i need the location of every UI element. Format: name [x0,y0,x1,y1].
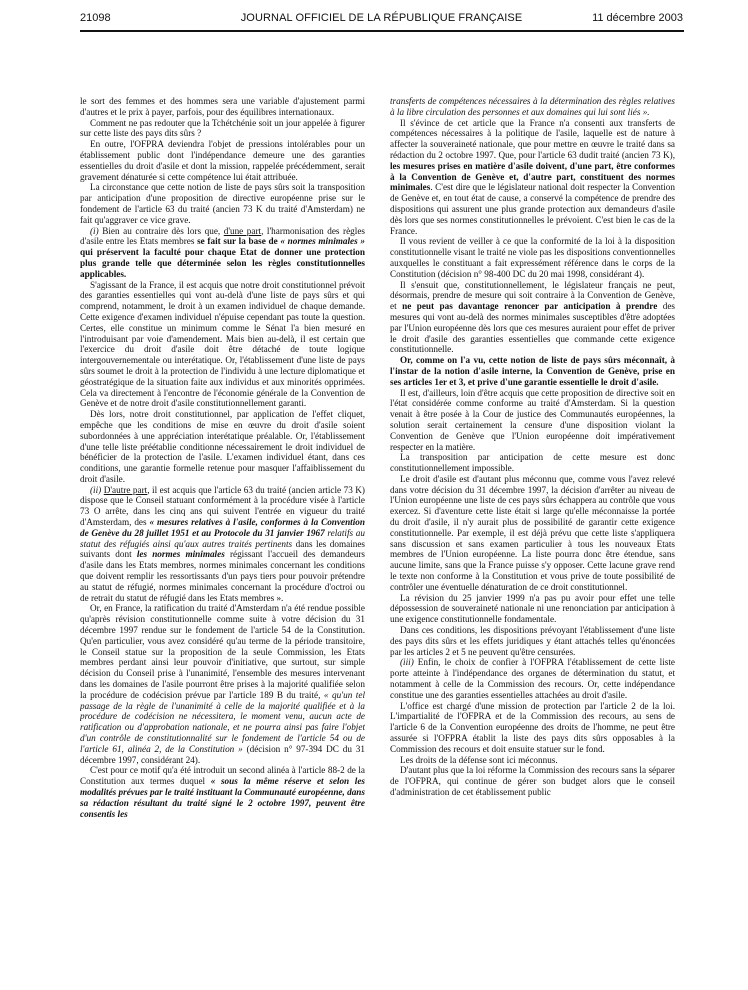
paragraph: Le droit d'asile est d'autant plus méconnu que, comme vous l'avez relevé dans votre décision du 31 décembre 1997, la décision d'arrêter au niveau de l'Union européenne une liste de ces pays sûrs échappera au contrôle que vous exercez. Si d'aventure cette liste était si large qu'elle méconnaisse la portée du droit d'asile, il n'y aurait plus de possibilité de garantir cette exigence constitutionnelle. Par exemple, il est déjà prévu que cette liste s'appliquera sans discussion et sans examen particulier à tous les nouveaux Etats membres de l'Union européenne. La liste pourra donc être étendue, sans aucune limite, sans que la France puisse s'y opposer. Cette lacune grave rend le texte non conforme à la Constitution et vous prive de toute possibilité de contrôler une éventuelle dénaturation de ce droit constitutionnel. [390,473,675,592]
paragraph [80,226,365,280]
bold-italic-text: les normes minimales [136,549,225,560]
paragraph [390,280,675,356]
text-run: des mesures qui vont au-delà des normes minimales susceptibles d'être adoptées par l'Union européenne dès lors que ces mesures auraient pour effet de priver le droit d'asile des garanties essentielles que commande cette exigence constitutionnelle. [390,301,675,355]
bold-text: ne peut pas davantage renoncer par anticipation à prendre [402,301,658,312]
enumeration-marker: (iii) [400,657,414,668]
text-run: C'est pour ce motif qu'a été introduit un second alinéa à l'article 88-2 de la Constitution aux termes duquel [80,765,365,787]
text-run: Enfin, le choix de confier à l'OFPRA l'établissement de cette liste porte atteinte à l'indépendance des organes de détermination du statut, et notamment à celle de la Commission des recours. Or, cette indépendance constitue une des garanties essentielles attachées au droit d'asile. [390,657,675,700]
bold-italic-text: « normes minimales » [280,236,365,247]
left-column [80,96,365,976]
paragraph: S'agissant de la France, il est acquis que notre droit constitutionnel prévoit des garanties essentielles qui vont au-delà d'une liste de pays sûrs et qui comprend, notamment, le droit à un examen individuel de chaque demande. Cette exigence d'examen individuel n'épuise cependant pas toute la question. Certes, elle constitue un minimum comme le Sénat l'a bien mesuré en l'introduisant par voie d'amendement. Mais bien au-delà, il est certain que l'exercice du droit d'asile doit être détaché de toute logique intergouvernementale ou interétatique. Or, l'établissement d'une liste de pays sûrs soumet le droit à la protection de l'individu à une lecture diplomatique et géostratégique de la situation faite aux individus et aux minorités opprimées. Cela va directement à l'encontre de l'économie générale de la Convention de Genève et de notre droit d'asile constitutionnellement garanti. [80,279,365,409]
page-number: 21098 [80,12,111,24]
paragraph: La transposition par anticipation de cette mesure est donc constitutionnellement impossible. [390,452,675,474]
paragraph: Dans ces conditions, les dispositions prévoyant l'établissement d'une liste des pays dits sûrs et les effets juridiques y étant attachés telles qu'énoncées par les articles 2 et 5 ne peuvent qu'être censurées. [390,625,675,657]
enumeration-marker: (i) [90,225,99,236]
text-run: Or, en France, la ratification du traité d'Amsterdam n'a été rendue possible qu'après révision constitutionnelle comme suite à votre décision du 31 décembre 1997 rendue sur le fondement de l'article 54 de la Constitution. Qu'en particulier, vous avez considéré qu'au terme de la période transitoire, le Conseil statue sur la proposition de la seule Commission, les Etats membres perdant ainsi leur pouvoir d'initiative, que surtout, sur simple décision du Conseil prise à l'unanimité, l'ensemble des mesures intervenant dans les domaines de l'asile pourront être prises à la majorité qualifiée selon la procédure de codécision prévue par l'article 189 B du traité, [80,603,365,700]
italic-text: relatifs au statut des réfugiés ainsi qu'aux autres traités pertinents [80,527,365,549]
header-rule [80,30,684,32]
paragraph: le sort des femmes et des hommes sera une variable d'ajustement parmi d'autres et le prix à payer, parfois, pour des équilibres internationaux. [80,96,365,117]
paragraph [80,765,365,819]
right-column [390,96,675,976]
bold-text: les mesures prises en matière d'asile doivent, d'une part, être conformes à la Convention de Genève et, d'autre part, constituent des normes minimales [390,160,675,193]
text-run: , l'harmonisation des règles d'asile entre les Etats membres [80,225,365,247]
paragraph: La circonstance que cette notion de liste de pays sûrs soit la transposition par anticipation d'une proposition de directive européenne prise sur le fondement de l'article 63 du traité (ancien 73 K du traité d'Amsterdam) ne fait qu'aggraver ce vice grave. [80,182,365,225]
paragraph: Il est, d'ailleurs, loin d'être acquis que cette proposition de directive soit en l'état considérée comme conforme au traité d'Amsterdam. Si la question venait à être posée à la Cour de justice des Communautés européennes, la solution serait certainement la censure d'une disposition violant la Convention de Genève que l'Union européenne doit impérativement respecter en la matière. [390,387,675,452]
page-header [80,12,683,36]
bold-italic-text: « sous la même réserve et selon les modalités prévues par le traité instituant la Communauté européenne, dans sa rédaction résultant du traité signé le 2 octobre 1997, peuvent être consentis les [80,776,365,819]
text-run: Il s'ensuit que, constitutionnellement, le législateur français ne peut, désormais, prendre de mesure qui soit contraire à la Convention de Genève, et [390,279,675,312]
text-run: dans les domaines suivants dont [80,538,365,560]
journal-title: JOURNAL OFFICIEL DE LA RÉPUBLIQUE FRANÇAISE [240,12,523,24]
text-run: (décision n° 97-394 DC du 31 décembre 1997, considérant 24). [80,743,365,765]
paragraph: Il vous revient de veiller à ce que la conformité de la loi à la disposition constitutionnelle visant le traité ne viole pas les dispositions conventionnelles auxquelles le constituant a fait expressément référence dans le corps de la Constitution (décision n° 98-400 DC du 20 mai 1998, considérant 4). [390,236,675,279]
paragraph [80,603,365,765]
text-run: Bien au contraire dès lors que, [98,225,224,236]
publication-date: 11 décembre 2003 [592,12,683,24]
paragraph: L'office est chargé d'une mission de protection par l'article 2 de la loi. L'impartialité de l'OFPRA et de la Commission des recours, au sens de l'article 6 de la Convention européenne des droits de l'homme, ne peut être assurée si l'OFPRA établit la liste des pays dits sûrs opposables à la Commission des recours et doit ensuite statuer sur le fond. [390,700,675,754]
paragraph [80,485,365,604]
paragraph: transferts de compétences nécessaires à la détermination des règles relatives à la libre circulation des personnes et aux domaines qui lui sont liés ». [390,96,675,117]
paragraph: Comment ne pas redouter que la Tchétchénie soit un jour appelée à figurer sur cette liste des pays dits sûrs ? [80,117,365,139]
text-run: régissant l'accueil des demandeurs d'asile dans les Etats membres, normes minimales concernant les conditions que doivent remplir les ressortissants d'un pays tiers pour pouvoir prétendre au statut de réfugié, normes minimales concernant la procédure d'octroi ou de retrait du statut de réfugié dans les Etats membres ». [80,549,365,603]
paragraph [390,118,675,237]
text-run: , il est acquis que l'article 63 du traité (ancien article 73 K) dispose que le Conseil statuant conformément à la procédure visée à l'article 73 O arrête, dans les cinq ans qui suivent l'entrée en vigueur du traité d'Amsterdam, des [80,484,365,528]
text-run: Il s'évince de cet article que la France n'a consenti aux transferts de compétences nécessaires à la politique de l'asile, laquelle est de nature à affecter la souveraineté nationale, que pour mettre en œuvre le traité dans sa rédaction du 2 octobre 1997. Que, pour l'article 63 dudit traité (ancien 73 K), [390,117,675,160]
paragraph: Or, comme on l'a vu, cette notion de liste de pays sûrs méconnaît, à l'instar de la notion d'asile interne, la Convention de Genève, prise en ses articles 1er et 3, et prive d'une garantie essentielle le droit d'asile. [390,355,675,387]
italic-text: « qu'un tel passage de la règle de l'unanimité à celle de la majorité qualifiée et à la procédure de codécision ne nécessitera, le moment venu, aucun acte de ratification ou d'approbation nationale, et ne pourra ainsi pas faire l'objet d'un contrôle de constitutionnalité sur le fondement de l'article 54 ou de l'article 61, alinéa 2, de la Constitution » [80,689,365,754]
bold-text: se fait sur la base de [197,236,281,247]
text-run: . C'est dire que le législateur national doit respecter la Convention de Genève et, en tout état de cause, a conservé la compétence de prendre des dispositions qui assurent une plus grande protection aux demandeurs d'asile dès lors que ses normes constitutionnelles le prévoient. C'est bien le cas de la France. [390,182,675,236]
underlined-text: D'autre part [103,484,148,495]
paragraph [390,657,675,700]
enumeration-marker: (ii) [90,484,102,495]
paragraph: La révision du 25 janvier 1999 n'a pas pu avoir pour effet une telle dépossession de souveraineté nationale ni une renonciation par anticipation à une exigence constitutionnelle fondamentale. [390,592,675,625]
paragraph: Dès lors, notre droit constitutionnel, par application de l'effet cliquet, empêche que les conditions de mise en œuvre du droit d'asile soient subordonnées à une appréciation interétatique préalable. Or, l'établissement d'une telle liste préétablie conditionne nécessairement le droit individuel de bénéficier de la protection de l'asile. L'examen individuel étant, dans ces conditions, une garantie formelle retenue pour masquer l'affaiblissement du droit d'asile. [80,409,365,484]
paragraph: Les droits de la défense sont ici méconnus. [400,754,558,765]
paragraph: D'autant plus que la loi réforme la Commission des recours sans la séparer de l'OFPRA, qui continue de gérer son budget alors que le conseil d'administration de cet établissement public [390,765,675,797]
paragraph: En outre, l'OFPRA deviendra l'objet de pressions intolérables pour un établissement public dont l'indépendance demeure une des garanties essentielles du droit d'asile et dont la mission, rappelée précédemment, serait gravement dénaturée si cette compétence lui était attribuée. [80,139,365,182]
bold-italic-text: « mesures relatives à l'asile, conformes à la Convention de Genève du 28 juillet 1951 et au Protocole du 31 janvier 1967 [80,517,365,538]
underlined-text: d'une part [223,225,262,236]
bold-text: qui préservent la faculté pour chaque Etat de donner une protection plus grande telle que déterminée selon les règles constitutionnelles applicables. [80,247,365,279]
